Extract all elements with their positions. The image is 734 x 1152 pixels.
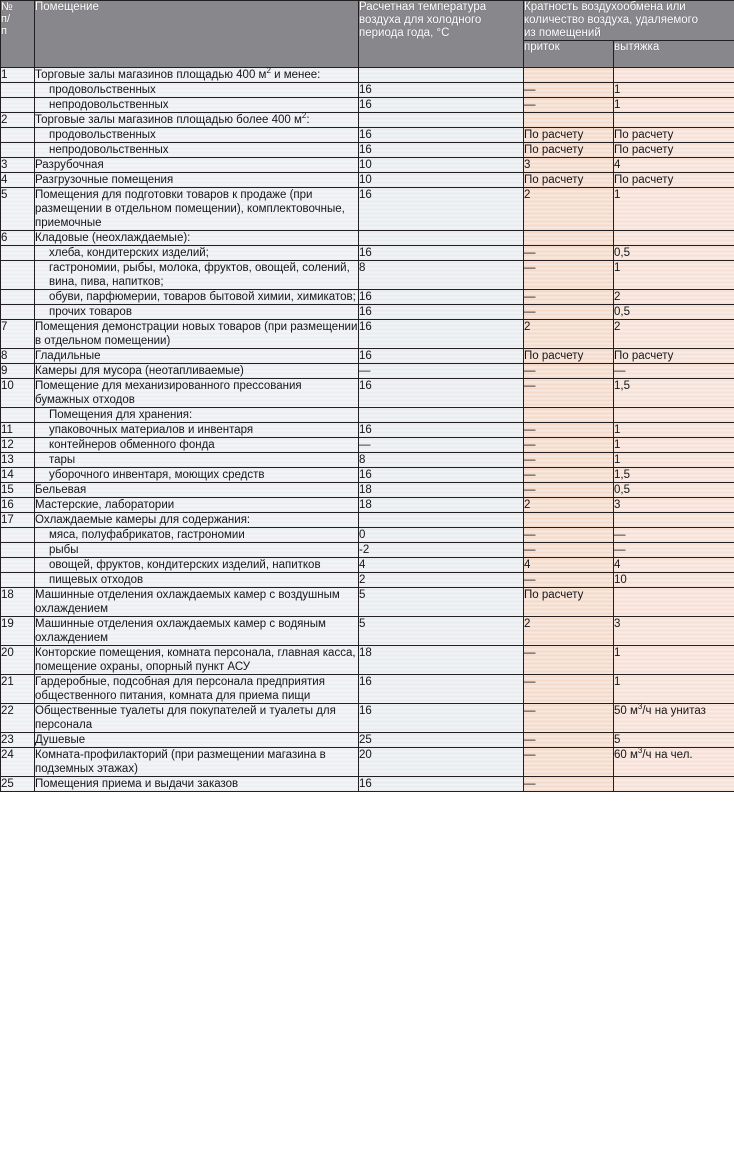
- design-temperature: 16: [359, 777, 524, 792]
- design-temperature: [359, 231, 524, 246]
- design-temperature: 18: [359, 498, 524, 513]
- design-temperature: 16: [359, 290, 524, 305]
- inflow-rate: [524, 408, 614, 423]
- table-row: [1, 158, 734, 173]
- table-header: [1, 1, 734, 68]
- room-name: пищевых отходов: [35, 573, 359, 588]
- row-number: 14: [1, 468, 35, 483]
- row-number: 9: [1, 364, 35, 379]
- row-number: [1, 558, 35, 573]
- inflow-rate: —: [524, 733, 614, 748]
- design-temperature: 5: [359, 588, 524, 617]
- inflow-rate: По расчету: [524, 588, 614, 617]
- room-name: уборочного инвентаря, моющих средств: [35, 468, 359, 483]
- outflow-rate: По расчету: [614, 173, 734, 188]
- table-row: [1, 143, 734, 158]
- header-air-exchange-line-1: Кратность воздухообмена или: [524, 1, 686, 13]
- row-number: [1, 128, 35, 143]
- design-temperature: 8: [359, 261, 524, 290]
- table-row: [1, 453, 734, 468]
- outflow-rate: 1: [614, 675, 734, 704]
- room-name: Комната-профилакторий (при размещении магазина в подземных этажах): [35, 748, 359, 777]
- outflow-rate: 60 $м^3/ч$ на чел.: [614, 748, 734, 777]
- design-temperature: —: [359, 438, 524, 453]
- table-row: [1, 438, 734, 453]
- table-row: [1, 748, 734, 777]
- row-number: [1, 246, 35, 261]
- table-row: [1, 128, 734, 143]
- room-name: Общественные туалеты для покупателей и туалеты для персонала: [35, 704, 359, 733]
- inflow-rate: —: [524, 438, 614, 453]
- row-number: 1: [1, 68, 35, 83]
- outflow-rate: 3: [614, 498, 734, 513]
- inflow-rate: [524, 513, 614, 528]
- design-temperature: —: [359, 364, 524, 379]
- table-row: [1, 379, 734, 408]
- design-temperature: 10: [359, 173, 524, 188]
- header-temperature-line-1: Расчетная температура: [359, 1, 487, 13]
- room-name: мяса, полуфабрикатов, гастрономии: [35, 528, 359, 543]
- row-number: [1, 543, 35, 558]
- inflow-rate: По расчету: [524, 143, 614, 158]
- outflow-rate: По расчету: [614, 128, 734, 143]
- inflow-rate: —: [524, 543, 614, 558]
- table-row: [1, 646, 734, 675]
- outflow-rate: 1: [614, 83, 734, 98]
- room-name: Торговые залы магазинов площадью 400 $м^2$ и менее:: [35, 68, 359, 83]
- inflow-rate: [524, 231, 614, 246]
- inflow-rate: —: [524, 483, 614, 498]
- inflow-rate: 2: [524, 188, 614, 231]
- design-temperature: 16: [359, 246, 524, 261]
- room-name: Разгрузочные помещения: [35, 173, 359, 188]
- outflow-rate: [614, 68, 734, 83]
- table-row: [1, 408, 734, 423]
- design-temperature: 5: [359, 617, 524, 646]
- design-temperature: 18: [359, 483, 524, 498]
- table-row: [1, 423, 734, 438]
- row-number: [1, 98, 35, 113]
- outflow-rate: [614, 113, 734, 128]
- design-temperature: 16: [359, 468, 524, 483]
- room-name: Машинные отделения охлаждаемых камер с водяным охлаждением: [35, 617, 359, 646]
- header-room: Помещение: [35, 1, 359, 68]
- row-number: 20: [1, 646, 35, 675]
- row-number: 16: [1, 498, 35, 513]
- outflow-rate: [614, 513, 734, 528]
- room-name: прочих товаров: [35, 305, 359, 320]
- header-air-exchange: [524, 1, 734, 41]
- design-temperature: -2: [359, 543, 524, 558]
- outflow-rate: По расчету: [614, 349, 734, 364]
- room-name: обуви, парфюмерии, товаров бытовой химии, химикатов;: [35, 290, 359, 305]
- design-temperature: 25: [359, 733, 524, 748]
- design-temperature: 2: [359, 573, 524, 588]
- row-number: [1, 290, 35, 305]
- row-number: 17: [1, 513, 35, 528]
- inflow-rate: —: [524, 246, 614, 261]
- row-number: 18: [1, 588, 35, 617]
- inflow-rate: —: [524, 261, 614, 290]
- design-temperature: 16: [359, 305, 524, 320]
- design-temperature: 16: [359, 704, 524, 733]
- table-row: [1, 558, 734, 573]
- inflow-rate: 4: [524, 558, 614, 573]
- room-name: непродовольственных: [35, 143, 359, 158]
- table-row: [1, 349, 734, 364]
- row-number: 23: [1, 733, 35, 748]
- outflow-rate: [614, 231, 734, 246]
- table-row: [1, 777, 734, 792]
- table-row: [1, 675, 734, 704]
- design-temperature: 16: [359, 675, 524, 704]
- table-row: [1, 733, 734, 748]
- outflow-rate: 2: [614, 320, 734, 349]
- room-name: Охлаждаемые камеры для содержания:: [35, 513, 359, 528]
- inflow-rate: —: [524, 573, 614, 588]
- design-temperature: 16: [359, 143, 524, 158]
- inflow-rate: [524, 113, 614, 128]
- table-row: [1, 498, 734, 513]
- header-number-line-2: п/: [1, 13, 11, 25]
- room-name: Бельевая: [35, 483, 359, 498]
- room-name: Помещения для хранения:: [35, 408, 359, 423]
- table-row: [1, 483, 734, 498]
- table-row: [1, 513, 734, 528]
- design-temperature: 18: [359, 646, 524, 675]
- outflow-rate: 0,5: [614, 305, 734, 320]
- room-name: Помещения для подготовки товаров к продаже (при размещении в отдельном помещении), комплектовочные, приемочные: [35, 188, 359, 231]
- row-number: 12: [1, 438, 35, 453]
- outflow-rate: 5: [614, 733, 734, 748]
- room-name: продовольственных: [35, 128, 359, 143]
- outflow-rate: —: [614, 528, 734, 543]
- room-name: хлеба, кондитерских изделий;: [35, 246, 359, 261]
- row-number: 7: [1, 320, 35, 349]
- table-row: [1, 68, 734, 83]
- outflow-rate: 1: [614, 188, 734, 231]
- row-number: [1, 528, 35, 543]
- room-name: Кладовые (неохлаждаемые):: [35, 231, 359, 246]
- design-temperature: 16: [359, 423, 524, 438]
- outflow-rate: —: [614, 364, 734, 379]
- inflow-rate: —: [524, 290, 614, 305]
- row-number: [1, 83, 35, 98]
- inflow-rate: 2: [524, 617, 614, 646]
- design-temperature: 4: [359, 558, 524, 573]
- row-number: 22: [1, 704, 35, 733]
- inflow-rate: —: [524, 528, 614, 543]
- outflow-rate: 1: [614, 261, 734, 290]
- inflow-rate: 3: [524, 158, 614, 173]
- table-row: [1, 83, 734, 98]
- row-number: 13: [1, 453, 35, 468]
- row-number: 5: [1, 188, 35, 231]
- design-temperature: 16: [359, 83, 524, 98]
- room-name: Помещения приема и выдачи заказов: [35, 777, 359, 792]
- outflow-rate: 2: [614, 290, 734, 305]
- design-temperature: [359, 113, 524, 128]
- design-temperature: [359, 408, 524, 423]
- inflow-rate: —: [524, 748, 614, 777]
- design-temperature: 16: [359, 320, 524, 349]
- header-temperature-line-2: воздуха для холодного: [359, 14, 482, 26]
- outflow-rate: —: [614, 543, 734, 558]
- inflow-rate: —: [524, 453, 614, 468]
- room-name: непродовольственных: [35, 98, 359, 113]
- header-temperature-line-3: периода года, °C: [359, 27, 450, 39]
- inflow-rate: —: [524, 98, 614, 113]
- room-name: упаковочных материалов и инвентаря: [35, 423, 359, 438]
- row-number: [1, 573, 35, 588]
- table-row: [1, 617, 734, 646]
- header-air-exchange-line-3: из помещений: [524, 27, 601, 39]
- outflow-rate: 50 $м^3/ч$ на унитаз: [614, 704, 734, 733]
- design-temperature: 16: [359, 188, 524, 231]
- room-name: овощей, фруктов, кондитерских изделий, напитков: [35, 558, 359, 573]
- outflow-rate: 10: [614, 573, 734, 588]
- outflow-rate: 1,5: [614, 379, 734, 408]
- header-temperature: [359, 1, 524, 68]
- outflow-rate: 0,5: [614, 483, 734, 498]
- room-name: Торговые залы магазинов площадью более 400 $м^2$:: [35, 113, 359, 128]
- design-temperature: [359, 513, 524, 528]
- design-temperature: 16: [359, 349, 524, 364]
- room-name: Мастерские, лаборатории: [35, 498, 359, 513]
- room-name: Помещение для механизированного прессования бумажных отходов: [35, 379, 359, 408]
- row-number: [1, 408, 35, 423]
- row-number: 11: [1, 423, 35, 438]
- row-number: [1, 305, 35, 320]
- inflow-rate: —: [524, 704, 614, 733]
- inflow-rate: 2: [524, 320, 614, 349]
- header-outflow: вытяжка: [614, 41, 734, 68]
- table-row: [1, 528, 734, 543]
- outflow-rate: 4: [614, 558, 734, 573]
- row-number: 15: [1, 483, 35, 498]
- room-name: Помещения демонстрации новых товаров (при размещении в отдельном помещении): [35, 321, 358, 347]
- table-row: [1, 98, 734, 113]
- inflow-rate: —: [524, 305, 614, 320]
- room-name: Камеры для мусора (неотапливаемые): [35, 364, 359, 379]
- outflow-rate: 1: [614, 423, 734, 438]
- table-row: [1, 246, 734, 261]
- design-temperature: 0: [359, 528, 524, 543]
- outflow-rate: По расчету: [614, 143, 734, 158]
- room-name: гастрономии, рыбы, молока, фруктов, овощей, солений, вина, пива, напитков;: [35, 261, 359, 290]
- table-row: [1, 290, 734, 305]
- table-row: [1, 173, 734, 188]
- table-row: [1, 320, 734, 349]
- design-temperature: 20: [359, 748, 524, 777]
- row-number: 4: [1, 173, 35, 188]
- table-row: [1, 188, 734, 231]
- table-row: [1, 543, 734, 558]
- row-number: 10: [1, 379, 35, 408]
- outflow-rate: 1: [614, 646, 734, 675]
- room-name: тары: [35, 453, 359, 468]
- outflow-rate: 1: [614, 438, 734, 453]
- table-row: [1, 261, 734, 290]
- table-row: [1, 704, 734, 733]
- inflow-rate: —: [524, 379, 614, 408]
- table-row: [1, 364, 734, 379]
- inflow-rate: —: [524, 646, 614, 675]
- table-row: [1, 113, 734, 128]
- outflow-rate: 3: [614, 617, 734, 646]
- header-number-line-1: №: [1, 1, 13, 13]
- row-number: 25: [1, 777, 35, 792]
- room-name: Машинные отделения охлаждаемых камер с воздушным охлаждением: [35, 588, 359, 617]
- table-row: [1, 305, 734, 320]
- design-temperature: 10: [359, 158, 524, 173]
- outflow-rate: 4: [614, 158, 734, 173]
- table-row: [1, 468, 734, 483]
- room-name: Гардеробные, подсобная для персонала предприятия общественного питания, комната для приема пищи: [35, 675, 359, 704]
- row-number: 3: [1, 158, 35, 173]
- table-row: [1, 231, 734, 246]
- room-name: Душевые: [35, 733, 359, 748]
- inflow-rate: По расчету: [524, 128, 614, 143]
- inflow-rate: —: [524, 468, 614, 483]
- inflow-rate: [524, 68, 614, 83]
- outflow-rate: [614, 408, 734, 423]
- header-row-main: [1, 1, 734, 41]
- header-air-exchange-line-2: количество воздуха, удаляемого: [524, 14, 698, 26]
- inflow-rate: 2: [524, 498, 614, 513]
- table-row: [1, 573, 734, 588]
- outflow-rate: 1: [614, 453, 734, 468]
- room-name: контейнеров обменного фонда: [35, 438, 359, 453]
- room-name: Гладильные: [35, 349, 359, 364]
- row-number: [1, 261, 35, 290]
- design-temperature: 16: [359, 98, 524, 113]
- row-number: 21: [1, 675, 35, 704]
- room-name: Разрубочная: [35, 158, 359, 173]
- outflow-rate: [614, 588, 734, 617]
- outflow-rate: 1,5: [614, 468, 734, 483]
- outflow-rate: 0,5: [614, 246, 734, 261]
- outflow-rate: [614, 777, 734, 792]
- design-temperature: 16: [359, 379, 524, 408]
- table-row: [1, 588, 734, 617]
- inflow-rate: —: [524, 777, 614, 792]
- inflow-rate: —: [524, 364, 614, 379]
- design-temperature: [359, 68, 524, 83]
- design-temperature: 8: [359, 453, 524, 468]
- table-body: [1, 68, 734, 792]
- header-number: [1, 1, 35, 68]
- inflow-rate: —: [524, 423, 614, 438]
- inflow-rate: —: [524, 675, 614, 704]
- row-number: 8: [1, 349, 35, 364]
- row-number: 2: [1, 113, 35, 128]
- inflow-rate: По расчету: [524, 173, 614, 188]
- room-name: рыбы: [35, 543, 359, 558]
- row-number: 6: [1, 231, 35, 246]
- inflow-rate: —: [524, 83, 614, 98]
- header-inflow: приток: [524, 41, 614, 68]
- room-name: Конторские помещения, комната персонала, главная касса, помещение охраны, опорный пункт АСУ: [35, 646, 359, 675]
- row-number: 19: [1, 617, 35, 646]
- row-number: 24: [1, 748, 35, 777]
- header-number-line-3: п: [1, 25, 7, 37]
- room-name: продовольственных: [35, 83, 359, 98]
- row-number: [1, 143, 35, 158]
- outflow-rate: 1: [614, 98, 734, 113]
- design-temperature: 16: [359, 128, 524, 143]
- inflow-rate: По расчету: [524, 349, 614, 364]
